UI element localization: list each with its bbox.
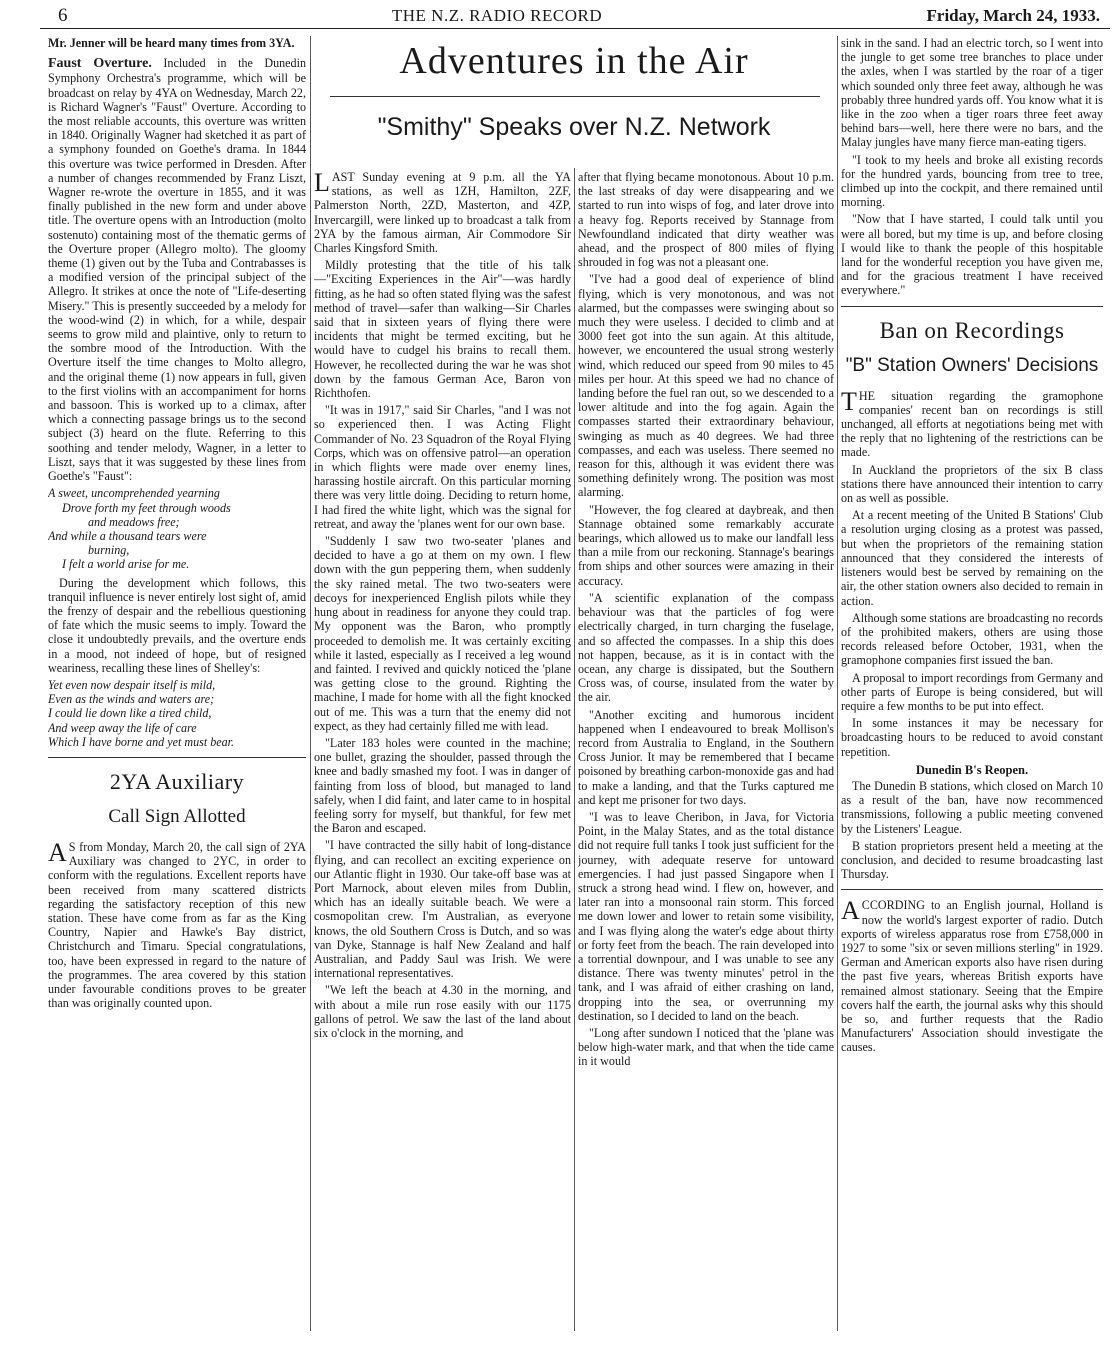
article-paragraph: B station proprietors present held a meeting at the conclusion, and decided to resume broadcasting last Thursday. xyxy=(841,838,1103,882)
headline-rule xyxy=(330,96,820,97)
faust-development: During the development which follows, this tranquil influence is never entirely lost sight of, amid the frenzy of despair and the rebellious questioning of fate which the music seems to imply. Toward the close it undoubtedly prevails, and the overture ends in a mood, not indeed of hope, but of resigned weariness, recalling these lines of Shelley's: xyxy=(48,575,306,675)
dropcap: A xyxy=(841,896,860,926)
poem-line: Even as the winds and waters are; xyxy=(48,692,215,707)
dropcap: L xyxy=(314,170,330,197)
article-paragraph: "Long after sundown I noticed that the 'plane was below high-water mark, and that when the tide came in it would xyxy=(578,1025,834,1069)
column-rule xyxy=(310,36,311,1331)
column-4 xyxy=(841,36,1103,1333)
article-paragraph: "Another exciting and humorous incident happened when I endeavoured to break Mollison's record from Australia to England, in the Southern Cross Junior. It may be remembered that I became poisoned by breathing carbon-monoxide gas and had to make a landing, and that the Turks captured me and kept me prisoner for two days. xyxy=(578,707,834,807)
page-header xyxy=(58,4,1100,28)
column-rule xyxy=(837,36,838,1331)
holland-text: CCORDING to an English journal, Holland is now the world's largest exporter of radio. Dutch exports of wireless apparatus rose from £758,000 in 1927 to some "six or seven millions sterling" in 1929. German and American exports also have risen during the past five years, whereas British exports have remained almost stationary. Seeing that the Empire covers half the earth, the journal asks why this should be so, and further requests that the Radio Manufacturers' Association should investigate the causes. xyxy=(841,898,1103,1055)
poem-line: Drove forth my feet through woods xyxy=(62,500,231,515)
header-rule xyxy=(40,28,1110,29)
column-rule xyxy=(574,168,575,1331)
article-paragraph: "A scientific explanation of the compass behaviour was that the particles of fog were electrically charged, in turn charging the fuselage, and so affected the compasses. In a ship this does not happen, because, as it is in contact with the ocean, any charge is dissipated, but the Southern Cross was, of course, insulated from the water by the air. xyxy=(578,590,834,705)
page-number: 6 xyxy=(58,5,68,26)
auxiliary-heading: 2YA Auxiliary xyxy=(109,768,245,794)
adventures-headline: Adventures in the Air xyxy=(399,40,749,82)
article-paragraph: In some instances it may be necessary for broadcasting hours to be reduced to avoid constant repetition. xyxy=(841,716,1103,759)
article-paragraph: A proposal to import recordings from Germany and other parts of Europe is being considered, but will require a few months to be put into effect. xyxy=(841,670,1103,713)
article-paragraph: "Later 183 holes were counted in the machine; one bullet, grazing the shoulder, passed through the knee and badly smashed my foot. I was in danger of fainting from loss of blood, but managed to land safely, when I did faint, and later came to in hospital feeling sorry for myself, but thankful, for few met the Baron and escaped. xyxy=(314,735,571,836)
poem-line: Yet even now despair itself is mild, xyxy=(48,677,216,692)
article-paragraph: "I was to leave Cheribon, in Java, for Victoria Point, in the Malay States, and as the total distance did not require full tanks I took just sufficient for the journey, with adequate reserve for untoward emergencies. I had just passed Singapore when I struck a strong head wind. I flew on, however, and later ran into a monsoonal rain storm. This forced me down lower and lower to retain some visibility, and I was flying along the water's edge about thirty or forty feet from the beach. The rain developed into a torrential downpour, and I was unable to see any distance. There was twenty minutes' petrol in the tank, and I was afraid of either crashing on land, dropping into the sea, or overrunning my destination, so I decided to land on the beach. xyxy=(578,809,834,1023)
poem-line: A sweet, uncomprehended yearning xyxy=(48,486,220,501)
publication-title: THE N.Z. RADIO RECORD xyxy=(391,6,603,25)
goethe-poem xyxy=(48,486,306,571)
article-paragraph: "Now that I have started, I could talk until you were all bored, but my time is up, and before closing I would like to thank the people of this hospitable land for the wonderful reception you have given me, and for the gracious treatment I have received everywhere." xyxy=(841,212,1103,298)
article-paragraph: Although some stations are broadcasting no records of the prohibited makers, others are using those records released before October, 1931, when the gramophone companies first issued the ban. xyxy=(841,610,1103,668)
poem-line: And while a thousand tears were xyxy=(48,528,207,543)
adventures-subheadline: "Smithy" Speaks over N.Z. Network xyxy=(377,113,771,141)
article-paragraph: Mildly protesting that the title of his talk—"Exciting Experiences in the Air"—was hardly fitting, as he had so often stated flying was the safest method of travel—safer than walking—Sir Charles said that in sixteen years of flying there were incidents that might be termed exciting, but he would have to cudgel his brains to recall them. However, he recollected during the war he was shot down by the famous German Ace, Baron von Richthofen. xyxy=(314,258,571,401)
auxiliary-subheading: Call Sign Allotted xyxy=(108,805,246,827)
article-paragraph: At a recent meeting of the United B Stations' Club a resolution urging closing as a protest was passed, but when the proprietors of the remaining station announced that they considered the interests of listeners would best be served by remaining on the air, the other station owners also decided to remain in action. xyxy=(841,508,1103,608)
section-divider xyxy=(841,306,1103,307)
dropcap: A xyxy=(48,837,67,867)
section-divider xyxy=(48,757,306,758)
faust-lead: Faust Overture. xyxy=(48,56,152,72)
article-paragraph xyxy=(314,170,571,255)
article-paragraph: The Dunedin B stations, which closed on March 10 as a result of the ban, have now recommenced transmissions, following a public meeting convened by the Listeners' League. xyxy=(841,778,1103,836)
column-2 xyxy=(314,170,571,1333)
auxiliary-paragraph xyxy=(48,837,306,1011)
poem-line: I could lie down like a tired child, xyxy=(48,706,212,721)
section-divider xyxy=(841,889,1103,890)
auxiliary-text: S from Monday, March 20, the call sign of 2YA Auxiliary was changed to 2YC, in order to conform with the regulations. Excellent reports have been received from many scattered districts regarding the satisfactory reception of this new station. These have come from as far as the King Country, Napier and Hawke's Bay district, Christchurch and Timaru. Special congratulations, too, have been expressed in regard to the nature of the programmes. The area covered by this station under favourable conditions proves to be greater than was originally counted upon. xyxy=(48,839,306,1011)
article-paragraph: "It was in 1917," said Sir Charles, "and I was not so experienced then. I was Acting Flight Commander of No. 23 Squadron of the Royal Flying Corps, which was on offensive patrol—an operation in which flights were made over enemy lines, harassing hostile aircraft. On this particular morning there was very little doing. Deciding to return home, I had fired the white light, which was the signal for retreat, and away the 'planes went for our own base. xyxy=(314,403,571,531)
article-paragraph: In Auckland the proprietors of the six B class stations there have announced their intention to carry on as well as possible. xyxy=(841,462,1103,506)
shelley-poem xyxy=(48,678,306,749)
article-paragraph: "I've had a good deal of experience of blind flying, which is very monotonous, and was not alarmed, but the compasses were swinging about so much they were useless. I decided to climb and at 3000 feet got into the sun again. At this altitude, however, we encountered the usual strong westerly wind, which reduced our speed from 90 miles to 45 miles per hour. At this speed we had no chance of landing before the fuel ran out, so we descended to a lower altitude and into the fog again. Again the compasses started their extraordinary behaviour, swinging as much as 40 degrees. We had three compasses, and each was useless. There seemed no reason for this, although it was evident there was something definitely wrong. The position was most alarming. xyxy=(578,272,834,500)
ban-heading: Ban on Recordings xyxy=(879,317,1065,343)
poem-line: and meadows free; xyxy=(88,514,180,529)
article-paragraph: "I took to my heels and broke all existing records for the hundred yards, bouncing from tree to tree, climbed up into the cockpit, and there remained until morning. xyxy=(841,152,1103,210)
column-1 xyxy=(48,36,306,1333)
issue-date: Friday, March 24, 1933. xyxy=(926,6,1100,25)
article-paragraph: "We left the beach at 4.30 in the morning, and with about a mile run rose easily with our 1175 gallons of petrol. We saw the last of the land about six o'clock in the morning, and xyxy=(314,983,571,1040)
paragraph-text: HE situation regarding the gramophone companies' recent ban on recordings is still unchanged, all efforts at negotiations being met with the reply that no lightening of the restrictions can be made. xyxy=(841,388,1103,460)
poem-line: burning, xyxy=(88,543,130,558)
poem-line: I felt a world arise for me. xyxy=(62,557,190,572)
poem-line: Which I have borne and yet must bear. xyxy=(48,734,235,749)
holland-paragraph xyxy=(841,898,1103,1054)
faust-paragraph xyxy=(48,56,306,483)
ban-subheading: "B" Station Owners' Decisions xyxy=(845,354,1099,376)
article-paragraph xyxy=(841,386,1103,460)
faust-text: Included in the Dunedin Symphony Orchestra's programme, which will be broadcast on relay by 4YA on Wednesday, March 22, is Richard Wagner's "Faust" Overture. According to the most reliable accounts, this overture was written in 1840. Originally Wagner had sketched it as part of a symphony founded on Goethe's drama. In 1844 this overture was twice performed in Dresden. After a number of changes recommended by Franz Liszt, Wagner re-wrote the overture in 1855, and it was finally published in the new form and under above title. The overture opens with an Introduction (molto sostenuto) containing most of the thematic germs of the Overture proper (Allegro molto). The gloomy theme (1) given out by the Tuba and Contrabasses is a modified version of the principal subject of the Allegro. It strikes at once the note of "Life-deserting Misery." This is presently succeeded by a melody for the wood-wind (2) in which, for a while, despair seems to grow mild and plaintive, only to return to the sombre mood of the Introduction. With the Overture itself the time changes to Molto allegro, and the original theme (1) now appears in full, given to the first violins with an accompaniment for horns and bassoon. This is worked up to a climax, after which a connecting passage brings us to the second subject (3) heard on the flute. Referring to this soothing and tender melody, Wagner, in a letter to Liszt, says that it was suggested by these lines from Goethe's "Faust": xyxy=(48,56,306,484)
article-paragraph: "Suddenly I saw two two-seater 'planes and decided to have a go at them on my own. I flew down with the gun peppering them, when suddenly the sky rained metal. The two two-seaters were decoys for inexperienced English pilots while they hung about in readiness for anyone they could trap. My opponent was the Baron, who promptly proceeded to demolish me. It was certainly exciting while it lasted, especially as I received a leg wound and fainted. I revived and quickly noticed the 'plane was getting close to the ground. Righting the machine, I made for home with all the fight knocked out of me. This was a turn that the enemy did not expect, as they had certainly filled me with lead. xyxy=(314,534,571,733)
paragraph-text: AST Sunday evening at 9 p.m. all the YA stations, as well as 1ZH, Hamilton, 2ZF, Palmerston North, 2ZD, Masterton, and 4ZP, Invercargill, were linked up to broadcast a talk from 2YA by the famous airman, Air Commodore Sir Charles Kingsford Smith. xyxy=(314,170,571,256)
article-paragraph: "I have contracted the silly habit of long-distance flying, and can recollect an exciting experience on our Atlantic flight in 1930. Our take-off base was at Port Marnock, about eleven miles from Dublin, which has an ideally suitable beach. We were a cosmopolitan crew. I'm Australian, as everyone knows, the old Southern Cross is Dutch, and so was van Dyke, Stannage is half New Zealand and half Australian, and Paddy Saul was Irish. We were international representatives. xyxy=(314,838,571,981)
column-3 xyxy=(578,170,834,1333)
article-paragraph: "However, the fog cleared at daybreak, and then Stannage obtained some remarkably accurate bearings, which allowed us to make our landfall less than a mile from our reckoning. Stannage's bearings from ships and other sources were amazing in their accuracy. xyxy=(578,502,834,588)
article-paragraph: after that flying became monotonous. About 10 p.m. the last streaks of day were disappearing and we started to run into wisps of fog, and later drove into a heavy fog. Reports received by Stannage from Newfoundland indicated that dirty weather was ahead, and the prospect of 800 miles of flying shrouded in fog was not a pleasant one. xyxy=(578,170,834,270)
dunedin-subhead: Dunedin B's Reopen. xyxy=(915,762,1029,777)
poem-line: And weep away the life of care xyxy=(48,720,197,735)
dropcap: T xyxy=(841,386,857,416)
article-paragraph: sink in the sand. I had an electric torch, so I went into the jungle to get some tree branches to place under the axles, when I was startled by the roar of a tiger which sounded only three feet away, although he was probably three hundred yards off. You know what it is like in the zoo when a tiger roars three feet away behind bars—well, here there were no bars, and the Malay jungles have many fierce man-eating tigers. xyxy=(841,36,1103,150)
jenner-note: Mr. Jenner will be heard many times from 3YA. xyxy=(48,36,295,50)
